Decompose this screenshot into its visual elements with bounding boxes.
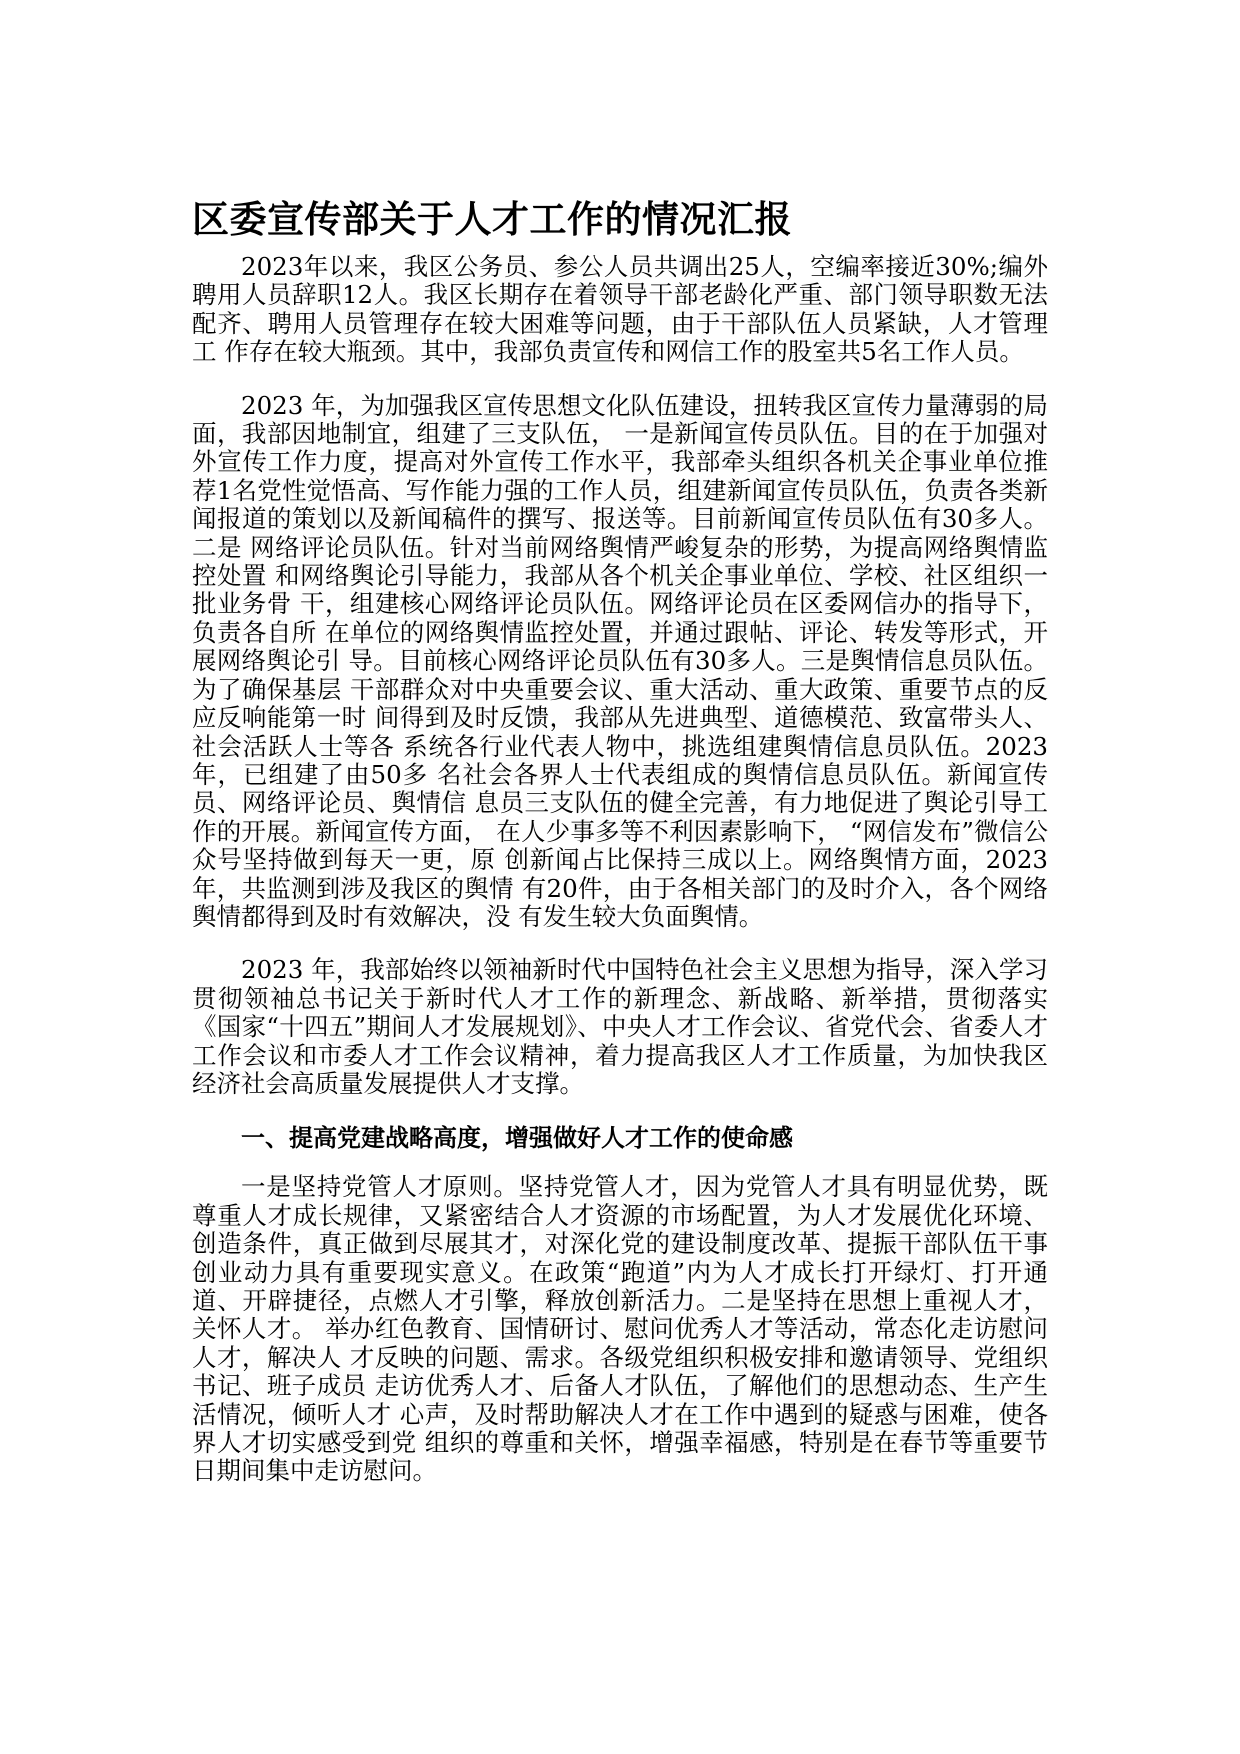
paragraph-three-teams: 2023 年，为加强我区宣传思想文化队伍建设，扭转我区宣传力量薄弱的局面，我部因地制宜，组建了三支队伍， 一是新闻宣传员队伍。目的在于加强对外宣传工作力度，提高对外宣传工作水平，我部牵头组织各机关企事业单位推荐1名党性觉悟高、写作能力强的工作人员，组建新闻宣传员队伍，负责各类新闻报道的策划以及新闻稿件的撰写、报送等。目前新闻宣传员队伍有30多人。二是 网络评论员队伍。针对当前网络舆情严峻复杂的形势，为提高网络舆情监控处置 和网络舆论引导能力，我部从各个机关企事业单位、学校、社区组织一批业务骨 干，组建核心网络评论员队伍。网络评论员在区委网信办的指导下，负责各自所 在单位的网络舆情监控处置，并通过跟帖、评论、转发等形式，开展网络舆论引 导。目前核心网络评论员队伍有30多人。三是舆情信息员队伍。为了确保基层 干部群众对中央重要会议、重大活动、重大政策、重要节点的反应反响能第一时 间得到及时反馈，我部从先进典型、道德模范、致富带头人、社会活跃人士等各 系统各行业代表人物中，挑选组建舆情信息员队伍。2023年，已组建了由50多 名社会各界人士代表组成的舆情信息员队伍。新闻宣传员、网络评论员、舆情信 息员三支队伍的健全完善，有力地促进了舆论引导工作的开展。新闻宣传方面， 在人少事多等不利因素影响下， “网信发布”微信公众号坚持做到每天一更，原 创新闻占比保持三成以上。网络舆情方面，2023年，共监测到涉及我区的舆情 有20件，由于各相关部门的及时介入，各个网络舆情都得到及时有效解决，没 有发生较大负面舆情。 (192, 390, 1048, 931)
document-page (192, 197, 1048, 1511)
paragraph-staffing: 2023年以来，我区公务员、参公人员共调出25人，空编率接近30%;编外 聘用人员辞职12人。我区长期存在着领导干部老龄化严重、部门领导职数无法 配齐、聘用人员管理存在较大困难等问题，由于干部队伍人员紧缺，人才管理工 作存在较大瓶颈。其中，我部负责宣传和网信工作的股室共5名工作人员。 (192, 252, 1048, 367)
paragraph-guiding-thought: 2023 年，我部始终以领袖新时代中国特色社会主义思想为指导，深入学习贯彻领袖总书记关于新时代人才工作的新理念、新战略、新举措，贯彻落实《国家“十四五”期间人才发展规划》、中央人才工作会议、省党代会、省委人才工作会议和市委人才工作会议精神，着力提高我区人才工作质量，为加快我区经济社会高质量发展提供人才支撑。 (192, 955, 1048, 1098)
document-title: 区委宣传部关于人才工作的情况汇报 (192, 198, 792, 241)
paragraph-party-talent: 一是坚持党管人才原则。坚持党管人才，因为党管人才具有明显优势，既尊重人才成长规律，又紧密结合人才资源的市场配置，为人才发展优化环境、创造条件，真正做到尽展其才，对深化党的建设制度改革、提振干部队伍干事创业动力具有重要现实意义。在政策“跑道”内为人才成长打开绿灯、打开通道、开辟捷径，点燃人才引擎，释放创新活力。二是坚持在思想上重视人才，关怀人才。 举办红色教育、国情研讨、慰问优秀人才等活动，常态化走访慰问人才，解决人 才反映的问题、需求。各级党组织积极安排和邀请领导、党组织书记、班子成员 走访优秀人才、后备人才队伍，了解他们的思想动态、生产生活情况，倾听人才 心声，及时帮助解决人才在工作中遇到的疑惑与困难，使各界人才切实感受到党 组织的尊重和关怀，增强幸福感，特别是在春节等重要节日期间集中走访慰问。 (192, 1172, 1048, 1486)
section-heading: 一、提高党建战略高度，增强做好人才工作的使命感 (241, 1124, 793, 1153)
